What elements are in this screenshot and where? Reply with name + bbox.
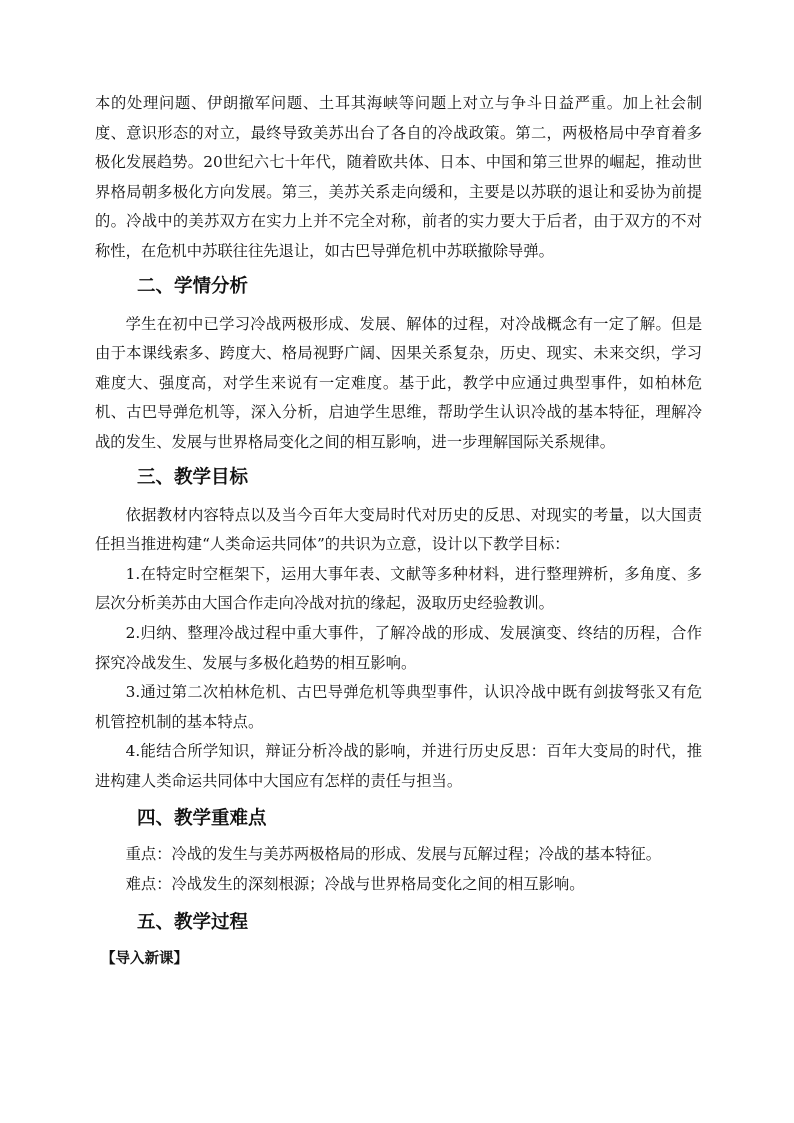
body-paragraph: 依据教材内容特点以及当今百年大变局时代对历史的反思、对现实的考量，以大国责任担当推进构建“人类命运共同体”的共识为立意，设计以下教学目标：: [95, 505, 702, 554]
section-heading-student-analysis: 二、学情分析: [137, 275, 249, 297]
body-paragraph: 学生在初中已学习冷战两极形成、发展、解体的过程，对冷战概念有一定了解。但是由于本课线索多、跨度大、格局视野广阔、因果关系复杂，历史、现实、未来交织，学习难度大、强度高，对学生来说有一定难度。基于此，教学中应通过典型事件，如柏林危机、古巴导弹危机等，深入分析，启迪学生思维，帮助学生认识冷战的基本特征，理解冷战的发生、发展与世界格局变化之间的相互影响，进一步理解国际关系规律。: [95, 314, 702, 451]
section-heading-teaching-process: 五、教学过程: [137, 911, 249, 933]
objective-item: 2.归纳、整理冷战过程中重大事件，了解冷战的形成、发展演变、终结的历程，合作探究冷战发生、发展与多极化趋势的相互影响。: [95, 623, 702, 672]
objective-item: 1.在特定时空框架下，运用大事年表、文献等多种材料，进行整理辨析，多角度、多层次分析美苏由大国合作走向冷战对抗的缘起，汲取历史经验教训。: [95, 564, 702, 613]
section-heading-teaching-objectives: 三、教学目标: [137, 466, 249, 488]
objective-item: 3.通过第二次柏林危机、古巴导弹危机等典型事件，认识冷战中既有剑拔弩张又有危机管控机制的基本特点。: [95, 683, 702, 731]
section-heading-key-points: 四、教学重难点: [137, 808, 267, 830]
subheading-introduction: 【导入新课】: [101, 950, 188, 967]
key-point-paragraph: 重点：冷战的发生与美苏两极格局的形成、发展与瓦解过程；冷战的基本特征。: [125, 845, 661, 864]
objective-item: 4.能结合所学知识，辩证分析冷战的影响，并进行历史反思：百年大变局的时代，推进构建人类命运共同体中大国应有怎样的责任与担当。: [95, 742, 702, 790]
difficult-point-paragraph: 难点：冷战发生的深刻根源；冷战与世界格局变化之间的相互影响。: [125, 875, 585, 894]
body-paragraph: 本的处理问题、伊朗撤军问题、土耳其海峡等问题上对立与争斗日益严重。加上社会制度、意识形态的对立，最终导致美苏出台了各自的冷战政策。第二，两极格局中孕育着多极化发展趋势。20世纪六七十年代，随着欧共体、日本、中国和第三世界的崛起，推动世界格局朝多极化方向发展。第三，美苏关系走向缓和，主要是以苏联的退让和妥协为前提的。冷战中的美苏双方在实力上并不完全对称，前者的实力要大于后者，由于双方的不对称性，在危机中苏联往往先退让，如古巴导弹危机中苏联撤除导弹。: [95, 94, 702, 260]
